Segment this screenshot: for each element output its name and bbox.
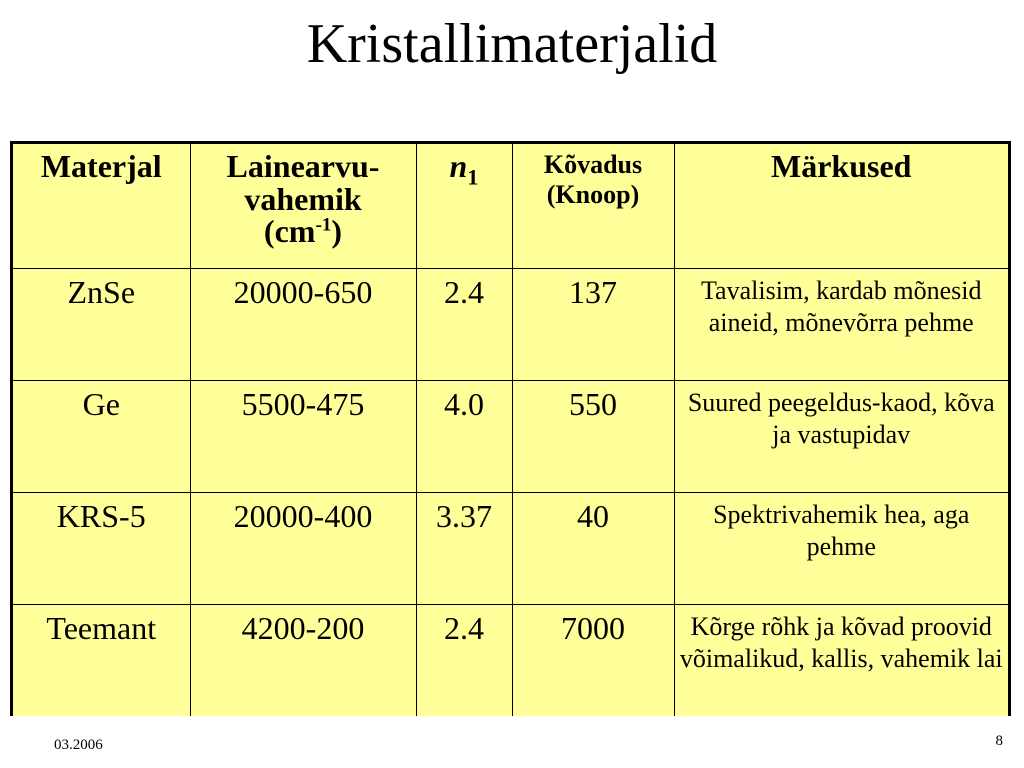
header-wavenumber-line1: Lainearvu- [226, 148, 380, 184]
header-notes [674, 144, 1008, 269]
cell-n1: 3.37 [416, 493, 512, 605]
table-row [13, 381, 1008, 493]
header-wavenumber-range [190, 144, 416, 269]
header-material [13, 144, 190, 269]
page-number: 8 [995, 733, 1003, 749]
header-refractive-index [416, 144, 512, 269]
cell-n1: 2.4 [416, 605, 512, 717]
slide-title: Kristallimaterjalid [306, 13, 718, 75]
cell-note: Kõrge rõhk ja kõvad proovid võimalikud, kallis, vahemik lai [674, 605, 1008, 717]
header-hardness [512, 144, 674, 269]
materials-table [13, 144, 1008, 716]
cell-note: Suured peegeldus-kaod, kõva ja vastupidav [674, 381, 1008, 493]
header-notes-label: Märkused [771, 148, 912, 184]
cell-hardness: 40 [512, 493, 674, 605]
cell-note: Spektrivahemik hea, aga pehme [674, 493, 1008, 605]
header-wavenumber-unit: $(cm^{-1})$ [263, 213, 343, 250]
cell-hardness: 7000 [512, 605, 674, 717]
cell-range: 4200-200 [190, 605, 416, 717]
cell-hardness: 137 [512, 269, 674, 381]
cell-material: ZnSe [13, 269, 190, 381]
materials-table-container [10, 141, 1011, 716]
cell-n1: 2.4 [416, 269, 512, 381]
table-row [13, 605, 1008, 717]
cell-range: 20000-400 [190, 493, 416, 605]
header-material-label: Materjal [40, 148, 162, 184]
cell-note: Tavalisim, kardab mõnesid aineid, mõnevõrra pehme [674, 269, 1008, 381]
refractive-symbol: n [449, 148, 468, 184]
cell-n1: 4.0 [416, 381, 512, 493]
table-header-row [13, 144, 1008, 269]
header-hardness-line1: Kõvadus [543, 150, 643, 179]
header-wavenumber-line2: vahemik [244, 180, 362, 217]
table-row [13, 493, 1008, 605]
table-row [13, 269, 1008, 381]
cell-range: 20000-650 [190, 269, 416, 381]
cell-hardness: 550 [512, 381, 674, 493]
header-hardness-line2: (Knoop) [546, 179, 640, 209]
cell-material: Teemant [13, 605, 190, 717]
refractive-subscript: 1 [467, 164, 479, 190]
footer-date: 03.2006 [54, 737, 103, 753]
cell-material: KRS-5 [13, 493, 190, 605]
cell-material: Ge [13, 381, 190, 493]
cell-range: 5500-475 [190, 381, 416, 493]
